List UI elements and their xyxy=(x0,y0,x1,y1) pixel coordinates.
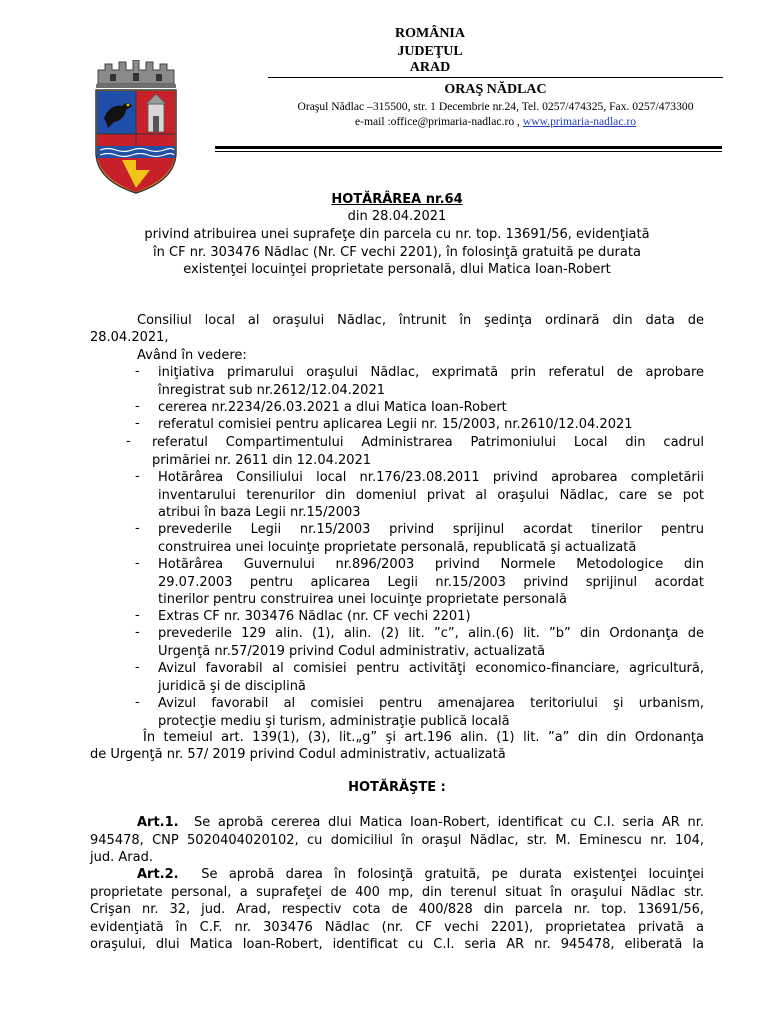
article-1 xyxy=(90,814,704,867)
subject-line: existenţei locuinţei proprietate personală, dlui Matica Ioan-Robert xyxy=(183,262,611,277)
list-line: Extras CF nr. 303476 Nădlac (nr. CF vechi 2201) xyxy=(158,609,471,624)
article-text: Se aprobă darea în folosinţă gratuită, pe durata existenţei locuinţei xyxy=(201,867,704,882)
header-email: e-mail :office@primaria-nadlac.ro , xyxy=(354,115,520,128)
header-rule-thick xyxy=(215,146,722,149)
intro-considering: Având în vedere: xyxy=(137,348,247,363)
list-item xyxy=(158,695,704,730)
list-dash: - xyxy=(135,625,140,640)
list-line: tinerilor pentru construirea unei locuinţe proprietate personală xyxy=(158,592,567,607)
list-item xyxy=(158,608,704,626)
list-dash: - xyxy=(135,399,140,414)
article-line: proprietate personal, a suprafeţei de 400 mp, din terenul situat în oraşului Nădlac str. xyxy=(90,884,704,900)
list-dash: - xyxy=(135,660,140,675)
list-line: protecţie mediu şi turism, administraţie publică locală xyxy=(158,713,510,729)
decision-subject xyxy=(90,226,704,279)
list-line: Avizul favorabil al comisiei pentru activităţi economico-financiare, agricultură, xyxy=(158,661,704,676)
list-line: prevederile 129 alin. (1), alin. (2) lit. ”c”, alin.(6) lit. ”b” din Ordonanţa de xyxy=(158,626,704,641)
list-line: inventarului terenurilor din domeniul privat al oraşului Nădlac, care se pot xyxy=(158,487,704,503)
list-item xyxy=(158,660,704,695)
list-item xyxy=(158,625,704,660)
list-item xyxy=(158,469,704,522)
list-line: juridică şi de disciplină xyxy=(158,678,306,694)
list-item xyxy=(158,521,704,556)
subject-line: privind atribuirea unei suprafeţe din parcela cu nr. top. 13691/56, evidenţiată xyxy=(144,227,650,242)
list-line: cererea nr.2234/26.03.2021 a dlui Matica Ioan-Robert xyxy=(158,400,507,415)
list-line: primăriei nr. 2611 din 12.04.2021 xyxy=(152,452,372,468)
list-line: Hotărârea Guvernului nr.896/2003 privind Normele Metodologice din xyxy=(158,557,704,572)
intro-line: Consiliul local al oraşului Nădlac, întrunit în şedinţa ordinară din data de xyxy=(137,313,704,328)
header-website-link[interactable]: www.primaria-nadlac.ro xyxy=(522,115,637,128)
decision-date: din 28.04.2021 xyxy=(347,209,447,224)
header-rule-top xyxy=(268,77,723,78)
list-line: construirea unei locuinţe proprietate personală, republicată şi actualizată xyxy=(158,539,637,555)
header-rule-thin xyxy=(215,151,722,152)
list-dash: - xyxy=(135,416,140,431)
article-first-line xyxy=(90,814,704,832)
list-item xyxy=(152,434,704,469)
list-dash: - xyxy=(135,608,140,623)
legal-basis-line: În temeiul art. 139(1), (3), lit.„g” şi art.196 alin. (1) lit. ”a” din din Ordonanţa xyxy=(143,730,704,745)
list-dash: - xyxy=(126,434,131,449)
article-line: jud. Arad. xyxy=(90,850,153,865)
list-dash: - xyxy=(135,364,140,379)
article-label: Art.1. xyxy=(137,815,179,830)
list-dash: - xyxy=(135,521,140,536)
list-line: 29.07.2003 pentru aplicarea Legii nr.15/2003 privind sprijinul acordat xyxy=(158,574,704,590)
list-line: Avizul favorabil al comisiei pentru amenajarea teritoriului şi urbanism, xyxy=(158,696,704,711)
list-line: referatul Compartimentului Administrarea Patrimoniului Local din cadrul xyxy=(152,435,704,450)
list-line: prevederile Legii nr.15/2003 privind sprijinul acordat tinerilor pentru xyxy=(158,522,704,537)
intro-line: 28.04.2021, xyxy=(90,330,169,345)
header-contact xyxy=(268,115,723,128)
header-county: JUDEŢUL ARAD xyxy=(397,44,463,75)
list-line: înregistrat sub nr.2612/12.04.2021 xyxy=(158,382,385,398)
legal-basis-line: de Urgenţă nr. 57/ 2019 privind Codul administrativ, actualizată xyxy=(90,747,506,762)
list-item xyxy=(158,364,704,399)
article-label: Art.2. xyxy=(137,867,179,882)
list-dash: - xyxy=(135,695,140,710)
list-dash: - xyxy=(135,469,140,484)
article-text: Se aprobă cererea dlui Matica Ioan-Robert, identificat cu C.I. seria AR nr. xyxy=(193,815,704,830)
coat-of-arms-icon xyxy=(88,60,184,195)
list-item xyxy=(158,556,704,609)
list-line: iniţiativa primarului oraşului Nădlac, exprimată prin referatul de aprobare xyxy=(158,365,704,380)
article-line: oraşului, dlui Matica Ioan-Robert, identificat cu C.I. seria AR nr. 945478, eliberată la xyxy=(90,937,704,952)
article-2 xyxy=(90,866,704,954)
list-line: Urgenţă nr.57/2019 privind Codul administrativ, actualizată xyxy=(158,643,546,659)
article-line: 945478, CNP 5020404020102, cu domiciliul în oraşul Nădlac, str. M. Eminescu nr. 104, xyxy=(90,832,704,848)
list-line: referatul comisiei pentru aplicarea Legii nr. 15/2003, nr.2610/12.04.2021 xyxy=(158,417,633,432)
list-item xyxy=(158,416,704,434)
list-line: atribui în baza Legii nr.15/2003 xyxy=(158,505,361,520)
article-line: Crişan nr. 32, jud. Arad, respectiv cota de 400/828 din parcela nr. top. 13691/56, xyxy=(90,902,704,917)
article-line: evidenţiată în C.F. nr. 303476 Nădlac (nr. CF vechi 2201), proprietatea privată a xyxy=(90,919,704,935)
header-address: Oraşul Nădlac –315500, str. 1 Decembrie nr.24, Tel. 0257/474325, Fax. 0257/473300 xyxy=(297,100,694,113)
article-first-line xyxy=(90,866,704,884)
decision-title: HOTĂRÂREA nr.64 xyxy=(331,192,463,207)
header-country: ROMÂNIA xyxy=(395,26,465,41)
header-town: ORAŞ NĂDLAC xyxy=(444,82,547,97)
decides-heading: HOTĂRĂŞTE : xyxy=(348,780,446,795)
list-line: Hotărârea Consiliului local nr.176/23.08.2011 privind aprobarea completării xyxy=(158,470,704,485)
list-dash: - xyxy=(135,556,140,571)
subject-line: în CF nr. 303476 Nădlac (Nr. CF vechi 2201), în folosinţă gratuită pe durata xyxy=(153,244,641,260)
list-item xyxy=(158,399,704,417)
